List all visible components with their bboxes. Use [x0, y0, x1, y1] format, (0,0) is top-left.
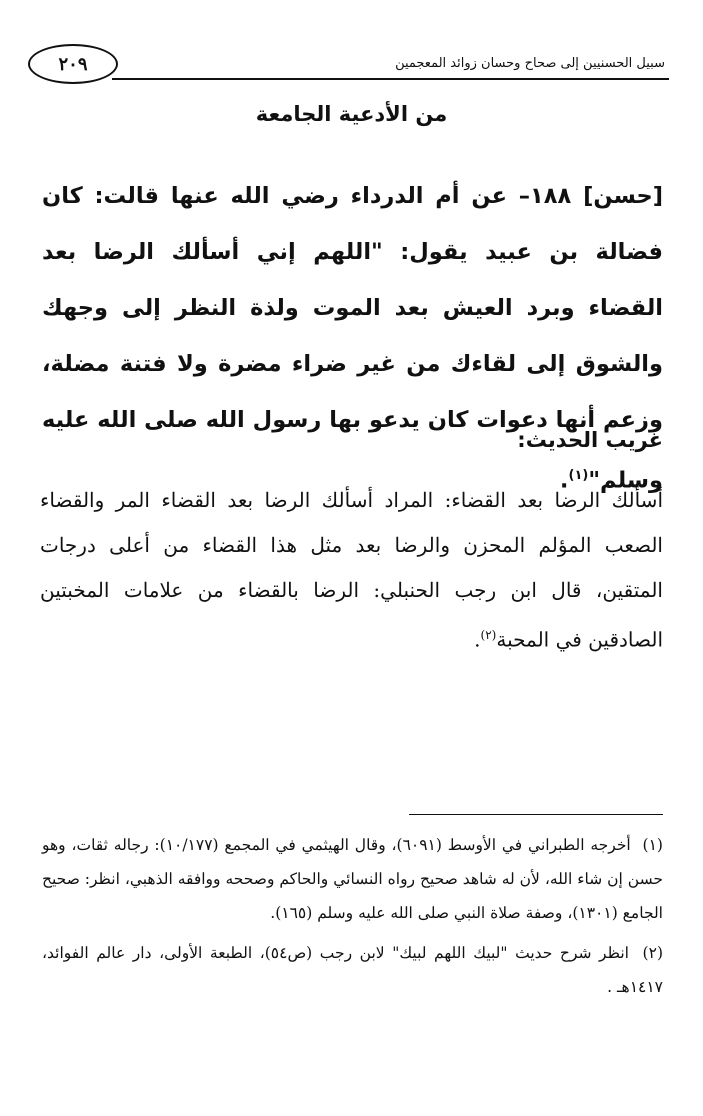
- hadith-end-mark: .: [559, 467, 569, 494]
- footnotes: [42, 828, 663, 1004]
- footnote-text: أخرجه الطبراني في الأوسط (٦٠٩١)، وقال الهيثمي في المجمع (١٠/١٧٧): رجاله ثقات، وهو حسن إن شاء الله، لأن له شاهد صحيح رواه النسائي والحاكم وصححه ووافقه الذهبي، انظر: صحيح الجامع (١٣٠١)، وصفة صلاة النبي صلى الله عليه وسلم (١٦٥).: [42, 836, 663, 922]
- page-number: ٢٠٩: [58, 53, 88, 75]
- section-title: من الأدعية الجامعة: [255, 102, 448, 126]
- footnote-ref-1[interactable]: (١): [568, 468, 589, 483]
- footnote-number: (٢): [642, 944, 663, 962]
- footnote-1: [42, 828, 663, 930]
- gharib-heading: غريب الحديث:: [517, 428, 663, 452]
- hadith-grade: [حسن]: [583, 183, 663, 209]
- footnote-text: انظر شرح حديث "لبيك اللهم لبيك" لابن رجب (ص٥٤)، الطبعة الأولى، دار عالم الفوائد، ١٤١٧هـ .: [42, 944, 663, 996]
- hadith-number: ١٨٨–: [518, 183, 572, 209]
- header-divider: [112, 78, 669, 80]
- footnote-2: [42, 936, 663, 1004]
- footnote-divider: [409, 814, 663, 815]
- page-number-badge: [28, 44, 118, 84]
- explanation-paragraph: [40, 478, 663, 663]
- explanation-end-mark: .: [474, 627, 481, 652]
- hadith-text: عن أم الدرداء رضي الله عنها قالت: كان فضالة بن عبيد يقول: "اللهم إني أسألك الرضا بعد القضاء وبرد العيش بعد الموت ولذة النظر إلى وجهك والشوق إلى لقاءك من غير ضراء مضرة ولا فتنة مضلة، وزعم أنها دعوات كان يدعو بها رسول الله صلى الله عليه وسلم": [42, 183, 663, 494]
- hadith-paragraph: [42, 168, 663, 509]
- running-title: سبيل الحسنيين إلى صحاح وحسان زوائد المعجمين: [395, 56, 665, 71]
- footnote-ref-2[interactable]: (٢): [480, 628, 497, 642]
- footnote-number: (١): [642, 836, 663, 854]
- explanation-text: أسألك الرضا بعد القضاء: المراد أسألك الرضا بعد القضاء المر والقضاء الصعب المؤلم المحزن والرضا بعد مثل هذا القضاء من أعلى درجات المتقين، قال ابن رجب الحنبلي: الرضا بالقضاء من علامات المخبتين الصادقين في المحبة: [40, 488, 663, 652]
